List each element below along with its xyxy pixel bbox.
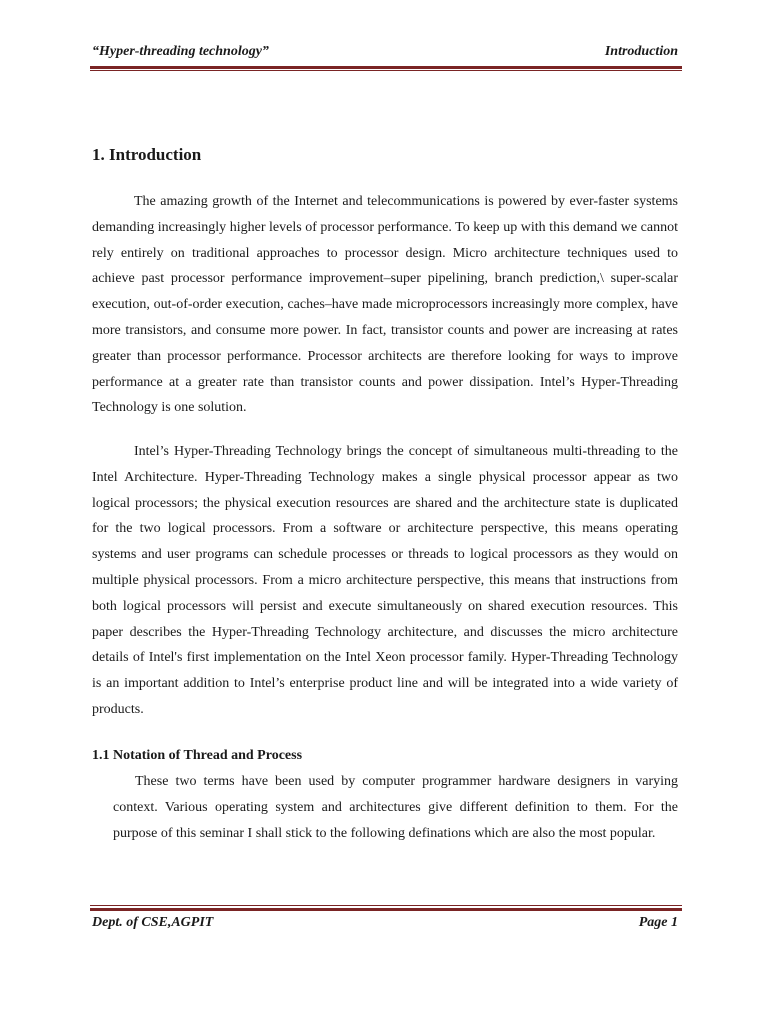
page-header (92, 44, 678, 64)
footer-rule-thick (90, 908, 682, 911)
header-chapter-title: Introduction (604, 44, 678, 59)
footer-rule-thin (90, 905, 682, 906)
footer-page-number: Page 1 (638, 915, 678, 930)
header-rule-thick (90, 66, 682, 69)
section-title: 1. Introduction (92, 145, 202, 164)
header-document-title: “Hyper-threading technology” (92, 44, 269, 59)
intro-paragraph-2: Intel’s Hyper-Threading Technology brings the concept of simultaneous multi-threading to the Intel Architecture. Hyper-Threading Technology makes a single physical processor appear as two logical processors; the physical execution resources are shared and the architecture state is duplicated for the two logical processors. From a software or architecture perspective, this means operating systems and user programs can schedule processes or threads to logical processors as they would on multiple physical processors. From a micro architecture perspective, this means that instructions from both logical processors will persist and execute simultaneously on shared execution resources. This paper describes the Hyper-Threading Technology architecture, and discusses the micro architecture details of Intel's first implementation on the Intel Xeon processor family. Hyper-Threading Technology is an important addition to Intel’s enterprise product line and will be integrated into a wide variety of products. (92, 444, 678, 717)
header-rule-thin (90, 70, 682, 71)
subsection-paragraph: These two terms have been used by computer programmer hardware designers in varying context. Various operating system and architectures give different definition to them. For the purpose of this seminar I shall stick to the following definations which are also the most popular. (113, 774, 678, 841)
page-footer (92, 915, 678, 935)
subsection-title: 1.1 Notation of Thread and Process (92, 748, 303, 763)
intro-paragraph-1: The amazing growth of the Internet and telecommunications is powered by ever-faster systems demanding increasingly higher levels of processor performance. To keep up with this demand we cannot rely entirely on traditional approaches to processor design. Micro architecture techniques used to achieve past processor performance improvement–super pipelining, branch prediction,\ super-scalar execution, out-of-order execution, caches–have made microprocessors increasingly more complex, have more transistors, and consume more power. In fact, transistor counts and power are increasing at rates greater than processor performance. Processor architects are therefore looking for ways to improve performance at a greater rate than transistor counts and power dissipation. Intel’s Hyper-Threading Technology is one solution. (92, 194, 678, 416)
footer-department: Dept. of CSE,AGPIT (92, 915, 214, 930)
